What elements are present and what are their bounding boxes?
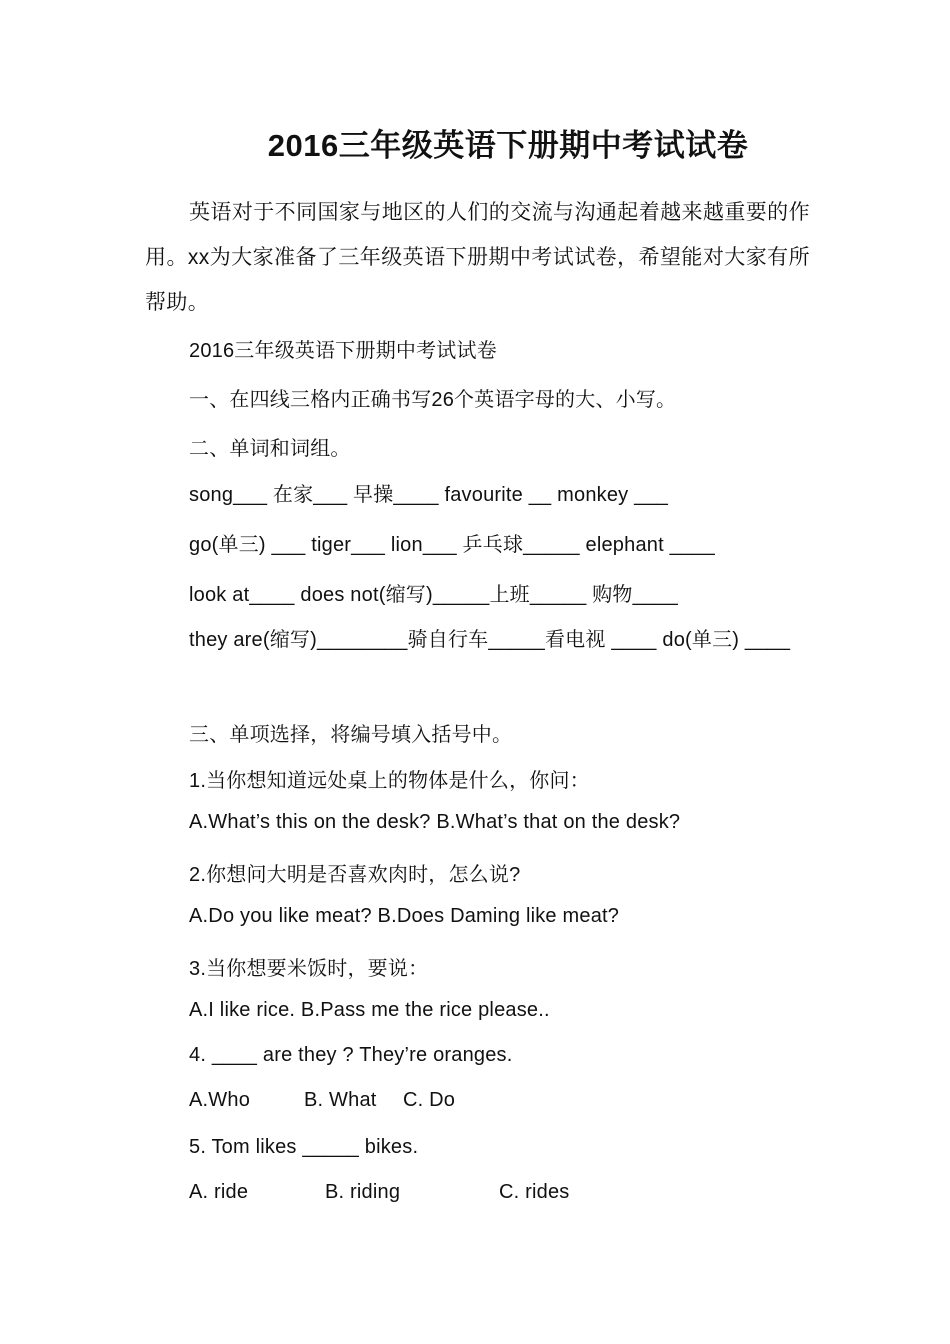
vocab-line-1: song___ 在家___ 早操____ favourite __ monkey ___ — [189, 484, 669, 506]
section-3-heading: 三、单项选择，将编号填入括号中。 — [189, 724, 513, 746]
document-title: 2016三年级英语下册期中考试试卷 — [267, 128, 749, 163]
question-2-options: A.Do you like meat? B.Does Daming like meat? — [189, 905, 620, 927]
question-4: 4. ____ are they ? They’re oranges. — [189, 1044, 513, 1066]
section-2-heading: 二、单词和词组。 — [189, 438, 351, 460]
subtitle: 2016三年级英语下册期中考试试卷 — [189, 340, 497, 362]
question-2: 2.你想问大明是否喜欢肉时，怎么说? — [189, 864, 521, 886]
option-c: C. Do — [403, 1089, 456, 1111]
option-a: A. ride — [189, 1181, 249, 1203]
question-4-options — [189, 1089, 455, 1112]
vocab-line-3: look at____ does not(缩写)_____上班_____ 购物____ — [189, 584, 678, 606]
question-3: 3.当你想要米饭时，要说： — [189, 958, 429, 980]
question-1-options: A.What’s this on the desk? B.What’s that on the desk? — [189, 811, 681, 833]
option-a: A.Who — [189, 1089, 251, 1111]
option-b: B. What — [304, 1089, 377, 1111]
question-5: 5. Tom likes _____ bikes. — [189, 1136, 419, 1158]
option-b: B. riding — [325, 1181, 401, 1203]
option-c: C. rides — [499, 1181, 570, 1203]
question-1: 1.当你想知道远处桌上的物体是什么，你问： — [189, 770, 590, 792]
question-3-options: A.I like rice. B.Pass me the rice please.. — [189, 999, 550, 1021]
vocab-line-4: they are(缩写)________骑自行车_____看电视 ____ do(单三) ____ — [189, 629, 791, 651]
vocab-line-2: go(单三) ___ tiger___ lion___ 乒乓球_____ elephant ____ — [189, 534, 715, 556]
section-1-heading: 一、在四线三格内正确书写26个英语字母的大、小写。 — [189, 389, 677, 411]
question-5-options — [189, 1181, 570, 1204]
intro-paragraph: 英语对于不同国家与地区的人们的交流与沟通起着越来越重要的作用。xx为大家准备了三年级英语下册期中考试试卷，希望能对大家有所帮助。 — [145, 201, 810, 314]
